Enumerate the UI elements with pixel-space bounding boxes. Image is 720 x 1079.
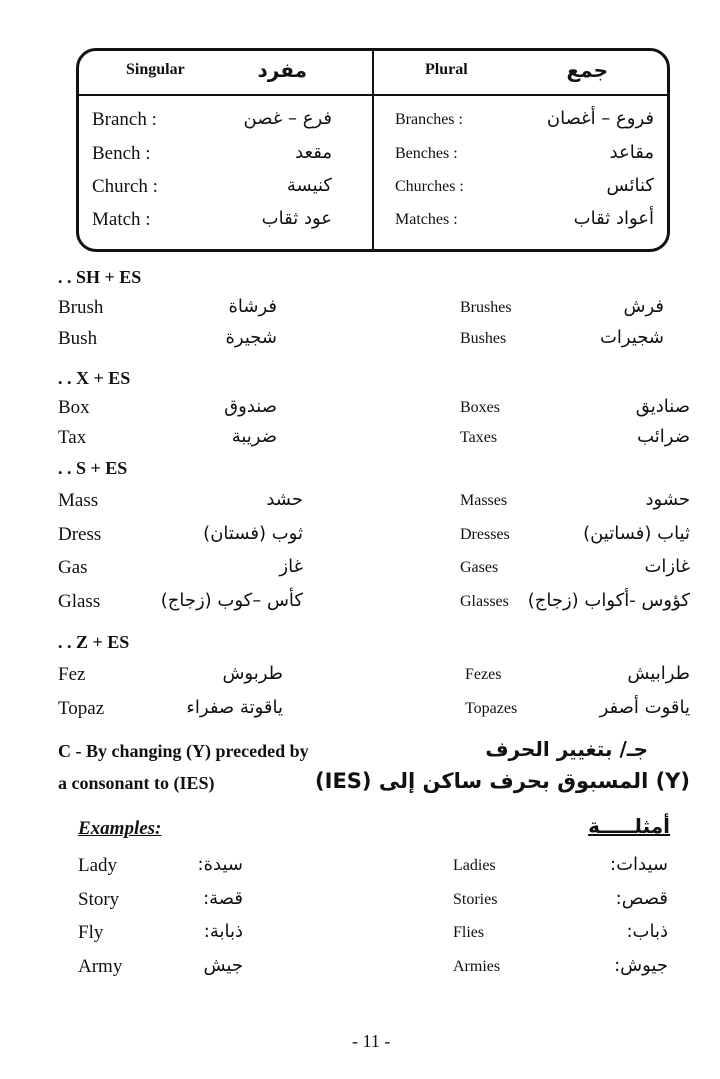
table-column-divider [372, 50, 374, 250]
list-item-plur-ar: ياقوت أصفر [599, 697, 690, 718]
examples-label-ar: أمثلـــــة [588, 814, 670, 838]
table-row-4-plur-en: Matches : [395, 211, 458, 228]
table-row-1-sing-en: Branch : [92, 109, 157, 130]
list-item-sing-en: Glass [58, 591, 101, 612]
example-sing-en: Story [78, 889, 120, 910]
list-item-sing-ar: طربوش [222, 663, 283, 684]
list-item-sing-ar: ثوب (فستان) [203, 523, 303, 544]
list-item-sing-ar: فرشاة [228, 296, 277, 317]
table-row-2-sing-ar: مقعد [295, 142, 332, 163]
section-heading-x: . . X + ES [58, 368, 131, 388]
section-heading-z: . . Z + ES [58, 632, 130, 652]
section-c-title-ar-2: (Y) المسبوق بحرف ساكن إلى (IES) [315, 769, 690, 793]
table-row-4-sing-ar: عود ثقاب [261, 208, 332, 229]
list-item-plur-en: Brushes [460, 299, 512, 316]
list-item-plur-en: Taxes [460, 429, 498, 446]
example-sing-ar: سيدة: [197, 854, 243, 875]
list-item-plur-ar: ثياب (فساتين) [583, 523, 690, 544]
example-plur-ar: قصص: [615, 888, 668, 909]
list-item-plur-ar: فرش [623, 296, 664, 317]
example-sing-ar: قصة: [203, 888, 243, 909]
section-heading-s: . . S + ES [58, 458, 128, 478]
list-item-sing-ar: غاز [279, 556, 303, 577]
section-c-title-en-2: a consonant to (IES) [58, 773, 215, 793]
example-sing-ar: جيش [203, 955, 243, 976]
list-item-sing-en: Topaz [58, 698, 105, 719]
example-plur-ar: جيوش: [614, 955, 668, 976]
header-plural-ar: جمع [566, 58, 608, 82]
table-row-3-plur-en: Churches : [395, 178, 464, 195]
list-item-sing-en: Gas [58, 557, 88, 578]
list-item-plur-ar: صناديق [635, 396, 690, 417]
table-row-2-plur-ar: مقاعد [609, 142, 654, 163]
example-plur-ar: ذباب: [626, 921, 668, 942]
table-row-4-plur-ar: أعواد ثقاب [573, 208, 654, 229]
list-item-plur-ar: كؤوس -أكواب (زجاج) [527, 590, 690, 611]
table-row-4-sing-en: Match : [92, 209, 151, 230]
header-plural-en: Plural [425, 61, 468, 78]
list-item-sing-en: Bush [58, 328, 98, 349]
example-plur-en: Stories [453, 891, 498, 908]
list-item-sing-en: Tax [58, 427, 87, 448]
example-sing-en: Fly [78, 922, 104, 943]
list-item-sing-ar: شجيرة [225, 327, 277, 348]
table-row-1-plur-en: Branches : [395, 111, 463, 128]
example-plur-en: Armies [453, 958, 501, 975]
table-row-2-sing-en: Bench : [92, 143, 151, 164]
header-singular-ar: مفرد [257, 58, 307, 82]
list-item-plur-en: Boxes [460, 399, 500, 416]
list-item-sing-ar: ياقوتة صفراء [186, 697, 283, 718]
list-item-sing-ar: ضريبة [231, 426, 277, 447]
list-item-plur-ar: ضرائب [637, 426, 690, 447]
list-item-sing-ar: حشد [266, 489, 303, 510]
list-item-sing-ar: صندوق [224, 396, 277, 417]
list-item-plur-en: Glasses [460, 593, 509, 610]
list-item-plur-en: Fezes [465, 666, 502, 683]
table-row-1-plur-ar: فروع – أغصان [546, 108, 654, 129]
list-item-plur-ar: حشود [645, 489, 690, 510]
table-row-2-plur-en: Benches : [395, 145, 458, 162]
list-item-plur-en: Masses [460, 492, 508, 509]
example-sing-en: Army [78, 956, 123, 977]
table-row-3-plur-ar: كنائس [606, 175, 654, 196]
example-plur-en: Flies [453, 924, 485, 941]
list-item-sing-en: Mass [58, 490, 99, 511]
example-plur-en: Ladies [453, 857, 496, 874]
section-heading-sh: . . SH + ES [58, 267, 142, 287]
list-item-plur-en: Bushes [460, 330, 507, 347]
header-singular-en: Singular [126, 61, 185, 78]
list-item-sing-en: Box [58, 397, 90, 418]
list-item-sing-ar: كأس –كوب (زجاج) [160, 590, 303, 611]
list-item-plur-en: Gases [460, 559, 499, 576]
table-row-1-sing-ar: فرع – غصن [243, 108, 332, 129]
list-item-plur-ar: شجيرات [599, 327, 664, 348]
table-row-3-sing-ar: كنيسة [286, 175, 332, 196]
list-item-sing-en: Fez [58, 664, 86, 685]
section-c-title-en-1: C - By changing (Y) preceded by [58, 741, 309, 761]
page-number: - 11 - [352, 1031, 391, 1051]
list-item-plur-ar: طرابيش [627, 663, 690, 684]
list-item-plur-en: Topazes [465, 700, 518, 717]
list-item-sing-en: Dress [58, 524, 102, 545]
example-plur-ar: سيدات: [610, 854, 668, 875]
list-item-plur-en: Dresses [460, 526, 510, 543]
examples-label-en: Examples: [78, 818, 162, 839]
table-row-3-sing-en: Church : [92, 176, 158, 197]
list-item-sing-en: Brush [58, 297, 104, 318]
example-sing-ar: ذبابة: [203, 921, 243, 942]
example-sing-en: Lady [78, 855, 118, 876]
list-item-plur-ar: غازات [644, 556, 690, 577]
section-c-title-ar-1: جـ/ بتغيير الحرف [485, 737, 648, 761]
